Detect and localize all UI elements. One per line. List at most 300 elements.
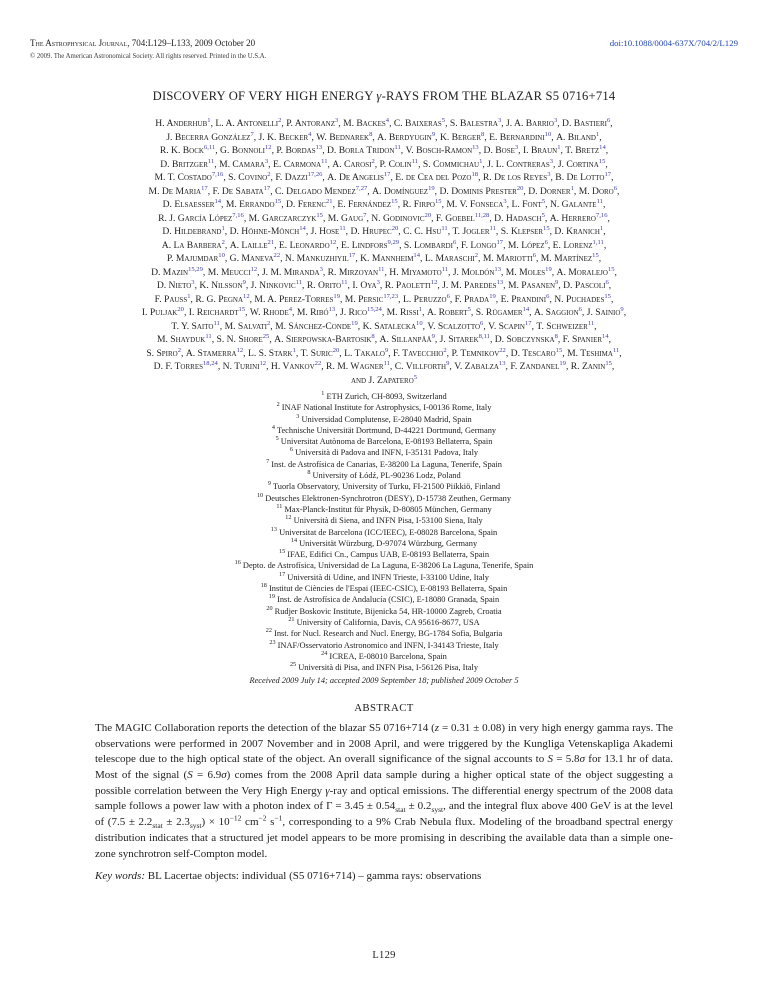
affiliation-ref: 12 — [236, 346, 244, 354]
affiliation-ref: 15 — [604, 292, 611, 300]
affiliation-ref: 1 — [418, 305, 423, 313]
author-name: P. Bordas — [276, 145, 316, 156]
affiliation-ref: 11 — [213, 319, 220, 327]
copyright-line: © 2009. The American Astronomical Society. All rights reserved. Printed in the U.S.A. — [30, 53, 267, 60]
affiliation-ref: 15 — [543, 224, 550, 232]
affiliation-ref: 7,27 — [355, 184, 368, 192]
affiliation-ref: 6 — [613, 184, 618, 192]
affiliation-ref: 18 — [471, 170, 479, 178]
author-name: A. Domínguez — [372, 185, 429, 197]
affiliation-ref: 4 — [308, 130, 312, 138]
author-name: S. Commichau — [422, 158, 480, 170]
affiliation-ref: 6 — [605, 278, 609, 286]
affiliation-ref: 9 — [446, 359, 450, 367]
author-name: M. Backes — [343, 118, 386, 129]
author-name: C. Baixeras — [393, 118, 442, 129]
paper-title: DISCOVERY OF VERY HIGH ENERGY γ-RAYS FROM THE BLAZAR S5 0716+714 — [152, 89, 616, 103]
author-name: J. Cortina — [557, 158, 599, 170]
author-name: F. Pauss — [154, 293, 188, 305]
affiliation-ref: 2 — [371, 157, 375, 165]
author-name: A. Carosi — [332, 158, 372, 170]
author-name: M. Doro — [578, 185, 614, 197]
author-line: R. K. Bock$^{6,11}$, G. Bonnoli$^{12}$, P. Bordas$^{13}$, D. Borla Tridon$^{11}$, V. Bosch-Ramon$^{13}$, D. Bose$^3$, I. Braun$^1$, T. Bretz$^{14}$, — [159, 143, 609, 156]
affiliation-ref: 14 — [522, 305, 530, 313]
affiliation-ref: 6 — [452, 238, 457, 246]
author-name: V. Scalzotto — [427, 320, 481, 332]
author-line: I. Puljak$^{20}$, I. Reichardt$^{15}$, W. Rhode$^4$, M. Ribó$^{13}$, J. Rico$^{15,24}$, M. Rissi$^1$, A. Robert$^5$, S. Rügamer$^{14}$, A. Saggion$^6$, J. Sainio$^9$, — [141, 305, 627, 318]
affiliation-ref: 1 — [557, 143, 561, 151]
author-name: J. M. Paredes — [442, 280, 497, 291]
author-name: R. G. Pegna — [195, 293, 244, 305]
author-name: M. Errando — [225, 199, 275, 210]
author-name: T. Jogler — [452, 226, 490, 237]
author-name: W. Rhode — [249, 307, 289, 318]
affiliation-ref: 11,28 — [474, 211, 490, 219]
affiliation-ref: 15 — [274, 197, 282, 205]
affiliation-item: $^{13}$ Universitat de Barcelona (ICC/IEEC), E-08028 Barcelona, Spain — [270, 525, 498, 537]
affiliation-ref: 20 — [332, 346, 340, 354]
affiliation-ref: 12 — [250, 265, 258, 273]
affiliation-ref: 9 — [620, 305, 624, 313]
affiliation-ref: 13 — [315, 143, 323, 151]
affiliation-ref: 11 — [587, 319, 595, 327]
author-name: M. Persic — [344, 293, 384, 305]
affiliation-ref: 20 — [177, 305, 184, 313]
author-name: A. Biland — [556, 131, 596, 143]
affiliation-item: $^{24}$ ICREA, E-08010 Barcelona, Spain — [321, 650, 447, 661]
page-header — [30, 38, 738, 62]
author-name: A. Berdyugin — [377, 131, 432, 143]
affiliation-item: $^{10}$ Deutsches Elektronen-Synchrotron (DESY), D-15738 Zeuthen, Germany — [256, 491, 512, 503]
affiliation-ref: 6 — [578, 305, 582, 313]
affiliation-ref: 15,29 — [188, 265, 203, 273]
author-name: L. A. Antonelli — [215, 118, 279, 129]
author-name: L. Font — [511, 199, 542, 210]
affiliation-ref: 22 — [499, 346, 506, 354]
affiliation-ref: 19 — [545, 265, 552, 273]
author-name: S. Spiro — [146, 347, 178, 359]
author-name: M. Shayduk — [156, 334, 206, 345]
author-name: E. Carmona — [272, 158, 322, 170]
affiliation-ref: 11 — [321, 157, 328, 165]
author-name: S. N. Shore — [216, 334, 263, 345]
author-name: F. Zandanel — [510, 361, 560, 372]
affiliation-ref: 6,11 — [203, 143, 216, 151]
affiliation-ref: 21 — [326, 197, 333, 205]
affiliation-ref: 14 — [602, 332, 609, 340]
affiliation-ref: 17 — [496, 238, 504, 246]
affiliation-ref: 9 — [431, 130, 436, 138]
author-name: B. De Lotto — [555, 172, 605, 183]
affiliation-ref: 22 — [273, 251, 281, 259]
affiliation-ref: 9 — [242, 278, 246, 286]
author-name: V. Zabalza — [454, 361, 499, 372]
affiliation-ref: 10 — [218, 251, 225, 259]
affiliation-ref: 8,11 — [478, 332, 490, 340]
author-name: A. Herrero — [549, 212, 596, 224]
affiliation-ref: 1,11 — [592, 238, 604, 246]
affiliation-item: $^2$ INAF National Institute for Astrophysics, I-00136 Rome, Italy — [276, 401, 492, 413]
affiliation-ref: 6 — [546, 292, 550, 300]
author-name: E. Bernardini — [489, 131, 545, 143]
author-name: J. Sitarek — [439, 334, 479, 345]
affiliation-ref: 10 — [416, 319, 423, 327]
affiliation-ref: 15 — [592, 251, 599, 259]
author-line: D. Hildebrand$^1$, D. Höhne-Mönch$^{14}$, J. Hose$^{11}$, D. Hrupec$^{20}$, C. C. Hsu$^{11}$, T. Jogler$^{11}$, S. Klepser$^{15}$, D. Kranich$^1$, — [162, 224, 606, 237]
affiliation-ref: 15 — [238, 305, 246, 313]
author-line: R. J. García López$^{7,16}$, M. Garczarczyk$^{15}$, M. Gaug$^7$, N. Godinovic$^{20}$, F. Goebel$^{11,28}$, D. Hadasch$^5$, A. Herrero$^{7,16}$, — [158, 211, 610, 224]
author-list — [30, 117, 738, 387]
author-name: T. Y. Saito — [171, 320, 214, 332]
affiliation-ref: 15 — [605, 359, 612, 367]
affiliation-ref: 17 — [604, 170, 612, 178]
affiliation-ref: 2 — [266, 319, 271, 327]
affiliation-ref: 11 — [295, 278, 303, 286]
affiliation-ref: 10 — [544, 130, 552, 138]
author-name: H. Vankov — [270, 361, 315, 372]
author-name: and J. Zapatero — [350, 374, 414, 386]
journal-info — [30, 38, 266, 62]
journal-citation: The Astrophysical Journal, 704:L129–L133, 2009 October 20 — [30, 38, 256, 48]
author-name: M. Meucci — [207, 266, 251, 278]
author-name: N. Puchades — [554, 293, 605, 305]
author-name: E. de Cea del Pozo — [395, 172, 472, 183]
affiliation-ref: 7,16 — [595, 211, 608, 219]
author-name: J. L. Contreras — [487, 158, 550, 170]
affiliation-ref: 11 — [489, 224, 496, 232]
affiliation-ref: 15 — [391, 197, 398, 205]
affiliation-ref: 2 — [221, 238, 225, 246]
author-name: P. Colin — [379, 158, 412, 170]
affiliation-ref: 11 — [596, 197, 603, 205]
author-name: C. C. Hsu — [403, 226, 442, 237]
author-name: F. De Sabata — [212, 185, 264, 197]
author-name: I. Braun — [522, 145, 558, 156]
author-name: T. Schweizer — [536, 320, 588, 332]
author-name: M. Ribó — [296, 307, 329, 318]
keywords-line: Key words: BL Lacertae objects: individual (S5 0716+714) – gamma rays: observations — [95, 870, 482, 883]
author-name: S. Klepser — [500, 226, 544, 237]
author-name: F. Spanier — [562, 334, 603, 345]
author-name: A. Stamerra — [185, 347, 237, 359]
author-name: F. Dazzi — [275, 172, 308, 183]
author-name: N. Galante — [549, 199, 597, 210]
author-name: E. Fernández — [337, 199, 392, 210]
abstract-heading: ABSTRACT — [354, 701, 414, 714]
affiliation-ref: 14 — [214, 197, 222, 205]
author-line: A. La Barbera$^2$, A. Laille$^{21}$, E. Leonardo$^{12}$, E. Lindfors$^{9,29}$, S. Lombardi$^6$, F. Longo$^{17}$, M. López$^6$, E. Lorenz$^{1,11}$, — [161, 238, 607, 251]
author-name: J. Rico — [340, 307, 368, 318]
author-name: D. Hrupec — [350, 226, 392, 237]
author-name: K. Mannheim — [360, 253, 414, 264]
affiliation-item: $^3$ Universidad Complutense, E-28040 Madrid, Spain — [296, 412, 472, 424]
author-name: D. Tescaro — [510, 347, 556, 359]
author-line: M. De Maria$^{17}$, F. De Sabata$^{17}$, C. Delgado Mendez$^{7,27}$, A. Domínguez$^{19}$, D. Dominis Prester$^{20}$, D. Dorner$^1$, M. Doro$^6$, — [148, 184, 620, 197]
author-name: F. Longo — [461, 239, 497, 251]
affiliation-ref: 6 — [532, 251, 536, 259]
affiliation-ref: 5 — [541, 197, 546, 205]
affiliation-ref: 2 — [443, 346, 447, 354]
affiliation-list — [30, 391, 738, 673]
author-name: F. Tavecchio — [393, 347, 444, 359]
author-line: H. Anderhub$^1$, L. A. Antonelli$^2$, P. Antoranz$^3$, M. Backes$^4$, C. Baixeras$^5$, S. Balestra$^3$, J. A. Barrio$^3$, D. Bastieri$^6$, — [155, 116, 613, 129]
affiliation-ref: 3 — [191, 278, 195, 286]
affiliation-ref: 25 — [262, 332, 270, 340]
author-line: T. Y. Saito$^{11}$, M. Salvati$^2$, M. Sánchez-Conde$^{19}$, K. Satalecka$^{10}$, V. Scalzotto$^6$, V. Scapin$^{17}$, T. Schweizer$^{11}$, — [171, 319, 597, 332]
author-name: D. F. Torres — [153, 361, 203, 372]
author-name: D. Elsaesser — [162, 199, 215, 210]
author-line: D. Nieto$^3$, K. Nilsson$^9$, J. Ninkovic$^{11}$, R. Orito$^{11}$, I. Oya$^3$, R. Paoletti$^{12}$, J. M. Paredes$^{13}$, M. Pasanen$^9$, D. Pascoli$^6$, — [156, 278, 612, 291]
author-line: D. F. Torres$^{18,24}$, N. Turini$^{12}$, H. Vankov$^{22}$, R. M. Wagner$^{11}$, C. Villforth$^9$, V. Zabalza$^{13}$, F. Zandanel$^{19}$, R. Zanin$^{15}$, — [153, 359, 615, 372]
affiliation-item: $^{17}$ Università di Udine, and INFN Trieste, I-33100 Udine, Italy — [279, 570, 489, 582]
author-name: D. Ferenc — [285, 199, 326, 210]
author-line: M. T. Costado$^{7,16}$, S. Covino$^2$, F. Dazzi$^{17,26}$, A. De Angelis$^{17}$, E. de Cea del Pozo$^{18}$, R. De los Reyes$^3$, B. De Lotto$^{17}$, — [154, 170, 614, 183]
affiliation-ref: 11 — [207, 157, 215, 165]
author-name: A. Sillanpää — [379, 334, 432, 345]
affiliation-ref: 3 — [376, 278, 380, 286]
author-name: D. Nieto — [156, 280, 192, 291]
affiliation-ref: 17 — [348, 251, 356, 259]
author-name: M. Sánchez-Conde — [275, 320, 352, 332]
author-name: M. Rissi — [386, 307, 419, 318]
affiliation-ref: 2 — [177, 346, 182, 354]
affiliation-ref: 17 — [383, 170, 391, 178]
affiliation-ref: 1 — [187, 292, 191, 300]
affiliation-ref: 9,29 — [387, 238, 400, 246]
affiliation-ref: 15,24 — [367, 305, 382, 313]
author-name: R. Paoletti — [384, 280, 431, 291]
affiliation-ref: 5 — [441, 116, 446, 124]
affiliation-item: $^6$ Università di Padova and INFN, I-35131 Padova, Italy — [289, 446, 479, 458]
affiliation-ref: 11 — [339, 224, 346, 232]
author-name: R. De los Reyes — [482, 172, 548, 183]
author-name: D. Mazin — [151, 266, 189, 278]
affiliation-item: $^{23}$ INAF/Osservatorio Astronomico and INFN, I-34143 Trieste, Italy — [269, 638, 499, 650]
affiliation-ref: 13 — [496, 278, 504, 286]
affiliation-ref: 3 — [319, 265, 323, 273]
author-name: H. Miyamoto — [389, 266, 442, 278]
affiliation-item: $^{25}$ Università di Pisa, and INFN Pisa, I-56126 Pisa, Italy — [289, 661, 479, 673]
affiliation-ref: 4 — [385, 116, 390, 124]
author-line: J. Becerra González$^7$, J. K. Becker$^4$, W. Bednarek$^8$, A. Berdyugin$^9$, K. Berger$^8$, E. Bernardini$^{10}$, A. Biland$^1$, — [166, 130, 602, 143]
affiliation-ref: 15 — [316, 211, 323, 219]
author-name: W. Bednarek — [316, 131, 370, 143]
affiliation-ref: 11 — [394, 143, 401, 151]
author-name: M. Martínez — [540, 253, 593, 264]
affiliation-ref: 19 — [351, 319, 358, 327]
doi-link[interactable]: doi:10.1088/0004-637X/704/2/L129 — [609, 38, 738, 48]
author-name: A. Saggion — [533, 307, 579, 318]
author-name: M. De Maria — [148, 185, 202, 197]
author-name: R. J. García López — [158, 212, 233, 224]
author-name: J. K. Becker — [258, 131, 309, 143]
author-name: D. Britzger — [160, 158, 208, 170]
paper-page — [30, 0, 738, 961]
affiliation-ref: 8 — [371, 332, 375, 340]
author-name: D. Pascoli — [563, 280, 606, 291]
affiliation-ref: 15 — [555, 346, 563, 354]
author-name: E. Leonardo — [278, 239, 330, 251]
affiliation-ref: 1 — [595, 130, 600, 138]
affiliation-ref: 13 — [472, 143, 479, 151]
author-name: D. Hildebrand — [162, 226, 222, 237]
affiliation-ref: 12 — [430, 278, 438, 286]
author-name: F. Goebel — [435, 212, 475, 224]
author-name: M. T. Costado — [154, 172, 212, 183]
affiliation-ref: 11 — [205, 332, 212, 340]
author-line: M. Shayduk$^{11}$, S. N. Shore$^{25}$, A. Sierpowska-Bartosik$^8$, A. Sillanpää$^9$, J. Sitarek$^{8,11}$, D. Sobczynska$^8$, F. Spanier$^{14}$, — [156, 332, 612, 345]
affiliation-ref: 2 — [278, 116, 282, 124]
author-name: L. S. Stark — [247, 347, 293, 359]
author-name: R. Mirzoyan — [327, 266, 379, 278]
author-name: D. Bose — [483, 145, 515, 156]
author-name: I. Oya — [352, 280, 377, 291]
affiliation-ref: 13 — [498, 359, 506, 367]
affiliation-ref: 17 — [263, 184, 271, 192]
affiliation-ref: 7,16 — [211, 170, 224, 178]
affiliation-ref: 14 — [599, 143, 606, 151]
affiliation-item: $^7$ Inst. de Astrofísica de Canarias, E-38200 La Laguna, Tenerife, Spain — [266, 457, 502, 469]
author-name: R. M. Wagner — [326, 361, 384, 372]
author-name: A. De Angelis — [327, 172, 384, 183]
author-name: K. Nilsson — [199, 280, 243, 291]
affiliation-ref: 6 — [607, 116, 611, 124]
affiliation-ref: 11 — [411, 157, 419, 165]
author-name: J. Ninkovic — [250, 280, 296, 291]
author-name: N. Mankuzhiyil — [284, 253, 349, 264]
affiliation-ref: 6 — [544, 238, 548, 246]
affiliation-ref: 12 — [265, 143, 272, 151]
affiliation-ref: 1 — [292, 346, 296, 354]
author-name: J. Hose — [310, 226, 340, 237]
affiliation-item: $^9$ Tuorla Observatory, University of Turku, FI-21500 Piikkiö, Finland — [267, 480, 501, 492]
author-name: E. Lindfors — [341, 239, 388, 251]
affiliation-ref: 11 — [383, 359, 390, 367]
affiliation-ref: 22 — [314, 359, 322, 367]
affiliation-ref: 9 — [384, 346, 389, 354]
affiliation-ref: 3 — [547, 170, 551, 178]
author-name: T. Suric — [300, 347, 333, 359]
affiliation-ref: 2 — [267, 170, 271, 178]
author-name: P. Temnikov — [451, 347, 500, 359]
affiliation-item: $^{11}$ Max-Planck-Institut für Physik, D-80805 München, Germany — [276, 503, 492, 514]
author-name: J. A. Barrio — [506, 118, 554, 129]
affiliation-ref: 1 — [207, 116, 211, 124]
author-name: L. Takalo — [344, 347, 385, 359]
affiliation-ref: 1 — [570, 184, 574, 192]
author-name: D. Dorner — [528, 185, 571, 197]
affiliation-ref: 6 — [480, 319, 484, 327]
author-name: S. Covino — [228, 172, 268, 183]
affiliation-ref: 12 — [259, 359, 267, 367]
author-name: A. Sierpowska-Bartosik — [274, 334, 372, 345]
affiliation-item: $^{18}$ Institut de Ciències de l'Espai (IEEC-CSIC), E-08193 Bellaterra, Spain — [260, 582, 508, 594]
affiliation-ref: 5 — [413, 373, 418, 381]
author-name: N. Turini — [222, 361, 260, 372]
author-line: D. Britzger$^{11}$, M. Camara$^3$, E. Carmona$^{11}$, A. Carosi$^2$, P. Colin$^{11}$, S. Commichau$^1$, J. L. Contreras$^3$, J. Cortina$^{15}$, — [160, 157, 608, 170]
affiliation-item: $^{22}$ Inst. for Nucl. Research and Nucl. Energy, BG-1784 Sofia, Bulgaria — [265, 627, 503, 639]
author-name: M. Teshima — [567, 347, 613, 359]
affiliation-ref: 3 — [503, 197, 507, 205]
author-line: S. Spiro$^2$, A. Stamerra$^{12}$, L. S. Stark$^1$, T. Suric$^{20}$, L. Takalo$^9$, F. Tavecchio$^2$, P. Temnikov$^{22}$, D. Tescaro$^{15}$, M. Teshima$^{11}$, — [146, 346, 622, 359]
author-line: F. Pauss$^1$, R. G. Pegna$^{12}$, M. A. Perez-Torres$^{19}$, M. Persic$^{17,23}$, L. Peruzzo$^6$, F. Prada$^{19}$, E. Prandini$^6$, N. Puchades$^{15}$, — [154, 292, 614, 305]
author-line: D. Mazin$^{15,29}$, M. Meucci$^{12}$, J. M. Miranda$^3$, R. Mirzoyan$^{11}$, H. Miyamoto$^{11}$, J. Moldón$^{13}$, M. Moles$^{19}$, A. Moralejo$^{15}$, — [151, 265, 617, 278]
affiliation-ref: 18,24 — [203, 359, 218, 367]
affiliation-ref: 11 — [441, 224, 448, 232]
author-name: F. Prada — [454, 293, 490, 305]
affiliation-ref: 6 — [446, 292, 450, 300]
affiliation-ref: 11 — [441, 265, 449, 273]
author-name: M. Moles — [505, 266, 546, 278]
author-name: M. Gaug — [327, 212, 364, 224]
affiliation-ref: 3 — [549, 157, 554, 165]
affiliation-ref: 3 — [334, 116, 339, 124]
affiliation-ref: 7,16 — [232, 211, 244, 219]
received-line: Received 2009 July 14; accepted 2009 September 18; published 2009 October 5 — [249, 676, 519, 686]
author-name: S. Lombardi — [403, 239, 453, 251]
affiliation-ref: 19 — [559, 359, 566, 367]
affiliation-ref: 1 — [479, 157, 483, 165]
author-name: J. Becerra González — [166, 131, 251, 143]
author-name: M. Salvati — [224, 320, 267, 332]
affiliation-ref: 3 — [497, 116, 502, 124]
affiliation-item: $^1$ ETH Zurich, CH-8093, Switzerland — [321, 390, 447, 401]
affiliation-ref: 20 — [516, 184, 524, 192]
affiliation-ref: 4 — [288, 305, 293, 313]
author-name: P. Antoranz — [286, 118, 335, 129]
author-name: D. Hadasch — [494, 212, 542, 224]
author-name: E. Lorenz — [552, 239, 593, 251]
author-name: D. Borla Tridon — [326, 145, 395, 156]
affiliation-ref: 9 — [431, 332, 435, 340]
author-name: A. Moralejo — [556, 266, 608, 278]
author-name: S. Balestra — [449, 118, 498, 129]
author-name: L. Maraschi — [424, 253, 475, 264]
affiliation-item: $^5$ Universitat Autònoma de Barcelona, E-08193 Bellaterra, Spain — [275, 435, 493, 447]
affiliation-ref: 21 — [267, 238, 275, 246]
author-name: C. Villforth — [394, 361, 447, 372]
affiliation-item: $^{15}$ IFAE, Edifici Cn., Campus UAB, E-08193 Bellaterra, Spain — [278, 548, 490, 560]
author-name: M. Pasanen — [507, 280, 556, 291]
author-name: S. Rügamer — [475, 307, 523, 318]
author-name: M. López — [507, 239, 545, 251]
page-number: L129 — [372, 950, 396, 961]
affiliation-item: $^8$ University of Łódź, PL-90236 Lodz, Poland — [307, 469, 461, 481]
affiliation-item: $^{20}$ Rudjer Boskovic Institute, Bijenicka 54, HR-10000 Zagreb, Croatia — [266, 604, 502, 616]
affiliation-ref: 8 — [481, 130, 485, 138]
affiliation-ref: 17 — [524, 319, 532, 327]
author-name: N. Godinovic — [371, 212, 425, 224]
affiliation-ref: 15 — [607, 265, 615, 273]
affiliation-ref: 11 — [341, 278, 348, 286]
affiliation-ref: 8 — [369, 130, 373, 138]
author-name: I. Reichardt — [188, 307, 239, 318]
affiliation-ref: 13 — [328, 305, 336, 313]
affiliation-ref: 1 — [599, 224, 604, 232]
author-name: M. Camara — [219, 158, 265, 170]
affiliation-ref: 17 — [201, 184, 208, 192]
affiliation-ref: 9 — [555, 278, 559, 286]
affiliation-ref: 15 — [434, 197, 442, 205]
author-name: J. Sainio — [586, 307, 621, 318]
author-name: D. Dominis Prester — [439, 185, 517, 197]
author-name: J. M. Miranda — [261, 266, 320, 278]
affiliation-ref: 7 — [363, 211, 367, 219]
author-name: R. Orito — [306, 280, 342, 291]
affiliation-ref: 17,23 — [383, 292, 399, 300]
author-name: R. Firpo — [402, 199, 435, 210]
affiliation-ref: 5 — [541, 211, 545, 219]
